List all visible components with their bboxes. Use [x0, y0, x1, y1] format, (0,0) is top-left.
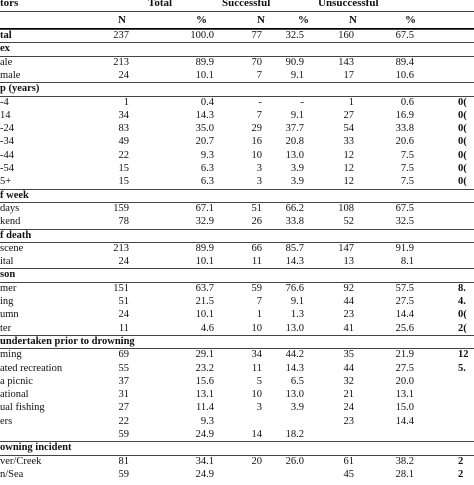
cell-n: 151 — [113, 282, 129, 294]
cell-n: 213 — [113, 56, 129, 68]
header-successful-pct: % — [298, 14, 309, 26]
cell-sn: 51 — [251, 202, 262, 214]
row-label: -34 — [0, 136, 14, 148]
cell-sn: 20 — [251, 455, 262, 467]
cell-un: 1 — [348, 96, 354, 108]
cell-sp: 90.9 — [285, 56, 304, 68]
cell-sp: 76.6 — [285, 282, 304, 294]
row-label: ated recreation — [0, 362, 63, 374]
cell-sp: - — [300, 96, 304, 108]
row-label: scene — [0, 242, 24, 254]
cell-n: 237 — [113, 30, 129, 41]
cell-p: 63.7 — [195, 282, 214, 294]
cell-un: 45 — [343, 468, 354, 480]
cell-n: 69 — [118, 349, 129, 361]
cell-un: 23 — [343, 415, 354, 427]
cell-n: 27 — [118, 402, 129, 414]
cell-un: 143 — [338, 56, 354, 68]
cell-up: 13.1 — [395, 389, 414, 401]
cell-n: 1 — [123, 96, 129, 108]
cell-x: 5. — [458, 362, 466, 374]
cell-x: 12 — [458, 349, 469, 361]
cell-sn: 3 — [256, 163, 262, 174]
cell-n: 49 — [118, 136, 129, 148]
section-rule — [0, 189, 474, 190]
cell-sp: 3.9 — [290, 163, 304, 174]
row-label: ale — [0, 56, 13, 68]
cell-up: 7.5 — [400, 149, 414, 161]
cell-up: 0.6 — [400, 96, 414, 108]
cell-up: 10.6 — [395, 69, 414, 81]
cell-sp: 9.1 — [290, 109, 304, 121]
cell-p: 100.0 — [190, 30, 214, 41]
cell-p: 67.1 — [195, 202, 214, 214]
cell-sn: 10 — [251, 149, 262, 161]
cell-sn: 34 — [251, 349, 262, 361]
cell-sp: 32.5 — [285, 30, 304, 41]
cell-p: 21.5 — [195, 296, 214, 307]
row-label: -54 — [0, 163, 14, 174]
cell-up: 7.5 — [400, 176, 414, 188]
cell-x: 0( — [458, 123, 467, 135]
header-successful: Successful — [222, 0, 271, 9]
cell-p: 13.1 — [195, 389, 214, 401]
cell-sn: 70 — [251, 56, 262, 68]
cell-p: 24.9 — [195, 429, 214, 440]
cell-p: 35.0 — [195, 123, 214, 135]
cell-n: 15 — [118, 163, 129, 174]
cell-sp: 26.0 — [285, 455, 304, 467]
cell-up: 33.8 — [395, 123, 414, 135]
section-rule — [0, 82, 474, 83]
cell-x: 0( — [458, 96, 467, 108]
cell-n: 22 — [118, 415, 129, 427]
cell-n: 15 — [118, 176, 129, 188]
cell-up: 7.5 — [400, 163, 414, 174]
row-label: mer — [0, 282, 17, 294]
cell-sn: 1 — [256, 309, 262, 321]
cell-sp: 6.5 — [290, 375, 304, 387]
section-label: f week — [0, 189, 29, 201]
cell-un: 160 — [338, 30, 354, 41]
cell-p: 23.2 — [195, 362, 214, 374]
section-rule — [0, 268, 474, 269]
header-unsuccessful-pct: % — [405, 14, 416, 26]
section-label: tal — [0, 30, 12, 41]
cell-up: 14.4 — [395, 415, 414, 427]
header-total: Total — [148, 0, 173, 9]
cell-un: 44 — [343, 362, 354, 374]
cell-x: 4. — [458, 296, 466, 307]
cell-sp: 37.7 — [285, 123, 304, 135]
cell-up: 32.5 — [395, 216, 414, 228]
cell-sn: 7 — [256, 296, 262, 307]
cell-up: 89.4 — [395, 56, 414, 68]
cell-p: 89.9 — [195, 242, 214, 254]
row-label: umn — [0, 309, 19, 321]
section-label: f death — [0, 229, 32, 241]
cell-un: 32 — [343, 375, 354, 387]
cell-x: 8. — [458, 282, 466, 294]
cell-p: 20.7 — [195, 136, 214, 148]
cell-sn: 77 — [251, 30, 262, 41]
cell-un: 52 — [343, 216, 354, 228]
cell-sp: 9.1 — [290, 296, 304, 307]
row-label: ter — [0, 322, 12, 334]
cell-n: 83 — [118, 123, 129, 135]
row-label: ital — [0, 256, 14, 268]
cell-p: 9.3 — [200, 415, 214, 427]
cell-up: 25.6 — [395, 322, 414, 334]
cell-n: 24 — [118, 69, 129, 81]
cell-up: 14.4 — [395, 309, 414, 321]
cell-up: 67.5 — [395, 30, 414, 41]
section-rule — [0, 29, 474, 30]
cell-sn: 66 — [251, 242, 262, 254]
header-unsuccessful-n: N — [349, 14, 357, 26]
row-label: 5+ — [0, 176, 12, 188]
table-row — [0, 469, 474, 485]
cell-un: 108 — [338, 202, 354, 214]
cell-un: 17 — [343, 69, 354, 81]
cell-up: 28.1 — [395, 468, 414, 480]
cell-up: 38.2 — [395, 455, 414, 467]
cell-sn: - — [258, 96, 262, 108]
cell-p: 10.1 — [195, 69, 214, 81]
row-label: 14 — [0, 109, 11, 121]
cell-x: 0( — [458, 176, 467, 188]
cell-un: 12 — [343, 163, 354, 174]
header-total-n: N — [118, 14, 126, 26]
cell-sp: 20.8 — [285, 136, 304, 148]
cell-n: 159 — [113, 202, 129, 214]
cell-un: 147 — [338, 242, 354, 254]
cell-x: 2( — [458, 322, 467, 334]
cell-n: 31 — [118, 389, 129, 401]
cell-un: 21 — [343, 389, 354, 401]
cell-sp: 44.2 — [285, 349, 304, 361]
cell-sp: 18.2 — [285, 429, 304, 440]
row-label: ing — [0, 296, 14, 307]
section-rule — [0, 229, 474, 230]
cell-un: 12 — [343, 149, 354, 161]
cell-up: 20.6 — [395, 136, 414, 148]
row-label: ver/Creek — [0, 455, 42, 467]
cell-n: 24 — [118, 256, 129, 268]
row-label: ers — [0, 415, 13, 427]
section-rule — [0, 335, 474, 336]
cell-up: 57.5 — [395, 282, 414, 294]
cell-p: 29.1 — [195, 349, 214, 361]
cell-sn: 3 — [256, 176, 262, 188]
row-label: ational — [0, 389, 29, 401]
cell-p: 32.9 — [195, 216, 214, 228]
cell-sp: 3.9 — [290, 402, 304, 414]
header-unsuccessful: Unsuccessful — [318, 0, 379, 9]
cell-p: 10.1 — [195, 309, 214, 321]
cell-up: 16.9 — [395, 109, 414, 121]
cell-p: 89.9 — [195, 56, 214, 68]
row-label: kend — [0, 216, 21, 228]
cell-sn: 7 — [256, 109, 262, 121]
cell-n: 22 — [118, 149, 129, 161]
cell-un: 35 — [343, 349, 354, 361]
section-label: owning incident — [0, 442, 72, 454]
cell-n: 37 — [118, 375, 129, 387]
cell-sn: 11 — [251, 256, 262, 268]
cell-n: 81 — [118, 455, 129, 467]
cell-sp: 66.2 — [285, 202, 304, 214]
cell-p: 6.3 — [200, 163, 214, 174]
cell-un: 13 — [343, 256, 354, 268]
cell-n: 34 — [118, 109, 129, 121]
section-rule — [0, 42, 474, 43]
cell-x: 2 — [458, 468, 464, 480]
cell-sn: 7 — [256, 69, 262, 81]
cell-sp: 14.3 — [285, 256, 304, 268]
cell-up: 20.0 — [395, 375, 414, 387]
cell-sp: 85.7 — [285, 242, 304, 254]
cell-un: 24 — [343, 402, 354, 414]
cell-p: 14.3 — [195, 109, 214, 121]
cell-sp: 3.9 — [290, 176, 304, 188]
section-label: son — [0, 269, 16, 281]
header-rule — [0, 11, 474, 12]
cell-sp: 13.0 — [285, 149, 304, 161]
cell-n: 24 — [118, 309, 129, 321]
section-label: undertaken prior to drowning — [0, 335, 135, 347]
cell-un: 33 — [343, 136, 354, 148]
cell-x: 0( — [458, 149, 467, 161]
cell-un: 92 — [343, 282, 354, 294]
cell-p: 34.1 — [195, 455, 214, 467]
cell-un: 41 — [343, 322, 354, 334]
cell-up: 8.1 — [400, 256, 414, 268]
row-label: ual fishing — [0, 402, 45, 414]
cell-sn: 10 — [251, 389, 262, 401]
header-total-pct: % — [196, 14, 207, 26]
cell-n: 59 — [118, 468, 129, 480]
cell-x: 0( — [458, 163, 467, 174]
cell-p: 6.3 — [200, 176, 214, 188]
cell-x: 0( — [458, 109, 467, 121]
cell-sn: 16 — [251, 136, 262, 148]
cell-n: 213 — [113, 242, 129, 254]
cell-p: 4.6 — [200, 322, 214, 334]
cell-sn: 14 — [251, 429, 262, 440]
cell-p: 11.4 — [196, 402, 214, 414]
cell-un: 27 — [343, 109, 354, 121]
cell-x: 2 — [458, 455, 464, 467]
section-label: ex — [0, 43, 10, 55]
row-label: -24 — [0, 123, 14, 135]
cell-n: 51 — [118, 296, 129, 307]
cell-sn: 26 — [251, 216, 262, 228]
row-label: -4 — [0, 96, 9, 108]
cell-sp: 1.3 — [290, 309, 304, 321]
row-label: days — [0, 202, 20, 214]
section-rule — [0, 441, 474, 442]
cell-n: 55 — [118, 362, 129, 374]
cell-n: 59 — [118, 429, 129, 440]
cell-up: 15.0 — [395, 402, 414, 414]
cell-p: 15.6 — [195, 375, 214, 387]
cell-un: 44 — [343, 296, 354, 307]
cell-sp: 33.8 — [285, 216, 304, 228]
row-label: -44 — [0, 149, 14, 161]
cell-sp: 9.1 — [290, 69, 304, 81]
cell-un: 61 — [343, 455, 354, 467]
cell-p: 10.1 — [195, 256, 214, 268]
header-factors: tors — [0, 0, 19, 9]
cell-sp: 13.0 — [285, 322, 304, 334]
cell-sn: 5 — [256, 375, 262, 387]
cell-p: 0.4 — [200, 96, 214, 108]
cell-sn: 3 — [256, 402, 262, 414]
cell-sn: 59 — [251, 282, 262, 294]
cell-up: 27.5 — [395, 362, 414, 374]
section-label: p (years) — [0, 83, 40, 95]
cell-up: 27.5 — [395, 296, 414, 307]
cell-sp: 14.3 — [285, 362, 304, 374]
cell-n: 78 — [118, 216, 129, 228]
cell-sn: 10 — [251, 322, 262, 334]
row-label: n/Sea — [0, 468, 24, 480]
cell-up: 67.5 — [395, 202, 414, 214]
cell-sn: 11 — [251, 362, 262, 374]
cell-p: 24.9 — [195, 468, 214, 480]
cell-n: 11 — [118, 322, 129, 334]
cell-un: 23 — [343, 309, 354, 321]
cell-x: 0( — [458, 136, 467, 148]
cell-sp: 13.0 — [285, 389, 304, 401]
cell-x: 0( — [458, 309, 467, 321]
header-successful-n: N — [257, 14, 265, 26]
cell-p: 9.3 — [200, 149, 214, 161]
row-label: a picnic — [0, 375, 33, 387]
row-label: male — [0, 69, 21, 81]
cell-sn: 29 — [251, 123, 262, 135]
cell-up: 21.9 — [395, 349, 414, 361]
row-label: ming — [0, 349, 22, 361]
cell-up: 91.9 — [395, 242, 414, 254]
cell-un: 12 — [343, 176, 354, 188]
cell-un: 54 — [343, 123, 354, 135]
